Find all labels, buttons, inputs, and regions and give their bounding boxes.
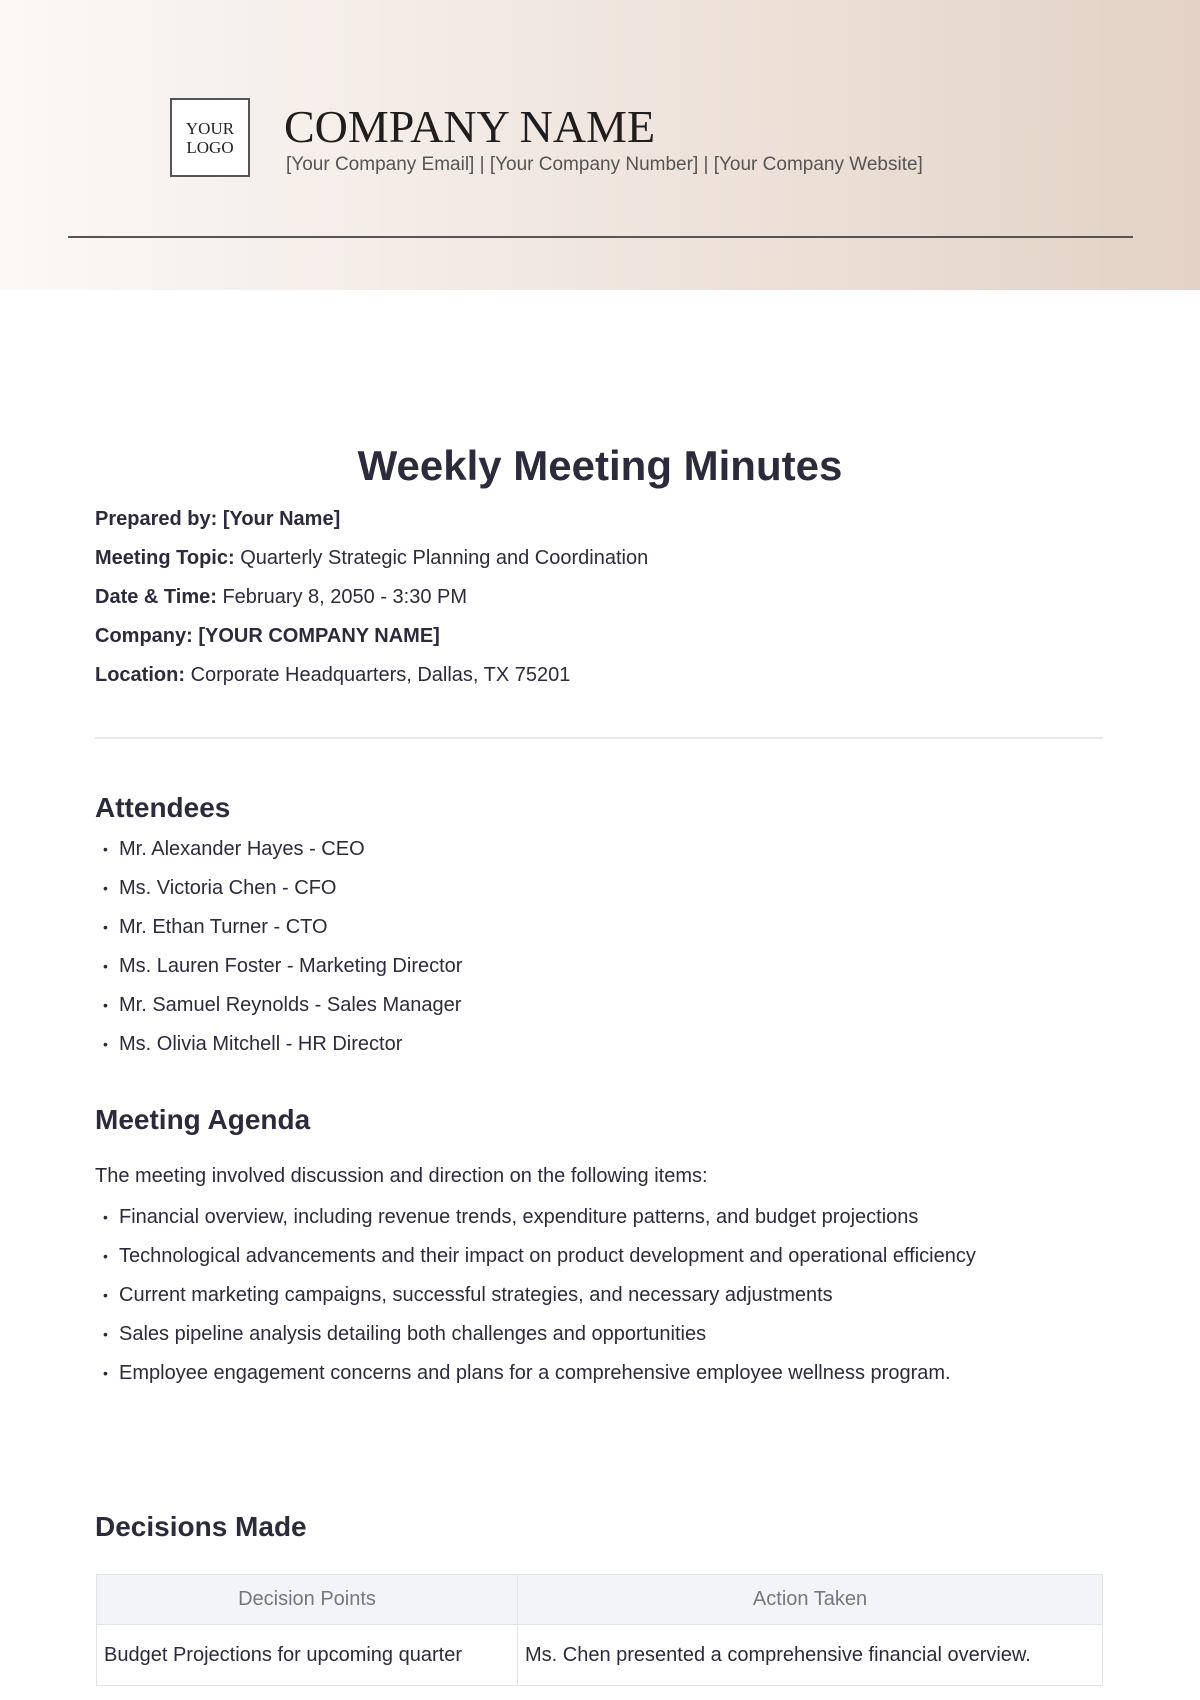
decisions-table (96, 1574, 1103, 1686)
info-value: February 8, 2050 - 3:30 PM (222, 586, 468, 608)
column-header: Action Taken (518, 1575, 1103, 1625)
list-item: • Ms. Olivia Mitchell - HR Director (103, 1025, 1103, 1064)
company-logo (170, 98, 250, 177)
list-item: • Mr. Ethan Turner - CTO (103, 908, 1103, 947)
logo-text: YOUR LOGO (185, 118, 235, 157)
info-value: [Your Name] (222, 508, 341, 530)
agenda-intro: The meeting involved discussion and direction on the following items: (95, 1165, 708, 1187)
info-label: Location: (95, 664, 185, 686)
list-item: • Financial overview, including revenue trends, expenditure patterns, and budget projections (103, 1198, 1083, 1237)
agenda-list (103, 1198, 1083, 1393)
document-title: Weekly Meeting Minutes (357, 442, 843, 489)
list-item: • Mr. Alexander Hayes - CEO (103, 830, 1103, 869)
table-cell: Budget Projections for upcoming quarter (97, 1625, 518, 1686)
info-label: Meeting Topic: (95, 547, 235, 569)
agenda-heading: Meeting Agenda (95, 1104, 311, 1135)
company-contact: [Your Company Email] | [Your Company Number] | [Your Company Website] (286, 154, 923, 175)
list-item: • Ms. Lauren Foster - Marketing Director (103, 947, 1103, 986)
company-name: COMPANY NAME (284, 101, 656, 152)
info-location (95, 656, 648, 695)
info-label: Company: (95, 625, 193, 647)
letterhead (0, 0, 1200, 290)
list-item: • Employee engagement concerns and plans for a comprehensive employee wellness program. (103, 1354, 1083, 1393)
table-row (97, 1625, 1103, 1686)
info-value: Corporate Headquarters, Dallas, TX 75201 (190, 664, 571, 686)
section-divider (95, 737, 1103, 739)
list-item: • Mr. Samuel Reynolds - Sales Manager (103, 986, 1103, 1025)
info-label: Prepared by: (95, 508, 218, 530)
info-value: [YOUR COMPANY NAME] (198, 625, 440, 647)
info-label: Date & Time: (95, 586, 217, 608)
decisions-heading: Decisions Made (95, 1511, 307, 1542)
attendees-list (103, 830, 1103, 1064)
list-item: • Technological advancements and their impact on product development and operational efficiency (103, 1237, 1083, 1276)
info-topic (95, 539, 648, 578)
info-value: Quarterly Strategic Planning and Coordination (240, 547, 649, 569)
table-cell: Ms. Chen presented a comprehensive financial overview. (518, 1625, 1103, 1686)
table-header-row (97, 1575, 1103, 1625)
column-header: Decision Points (97, 1575, 518, 1625)
info-prepared-by (95, 500, 648, 539)
list-item: • Current marketing campaigns, successful strategies, and necessary adjustments (103, 1276, 1083, 1315)
attendees-heading: Attendees (95, 792, 231, 823)
header-divider (68, 236, 1133, 238)
list-item: • Sales pipeline analysis detailing both challenges and opportunities (103, 1315, 1083, 1354)
info-date (95, 578, 648, 617)
list-item: • Ms. Victoria Chen - CFO (103, 869, 1103, 908)
info-company (95, 617, 648, 656)
meeting-info (95, 500, 648, 695)
